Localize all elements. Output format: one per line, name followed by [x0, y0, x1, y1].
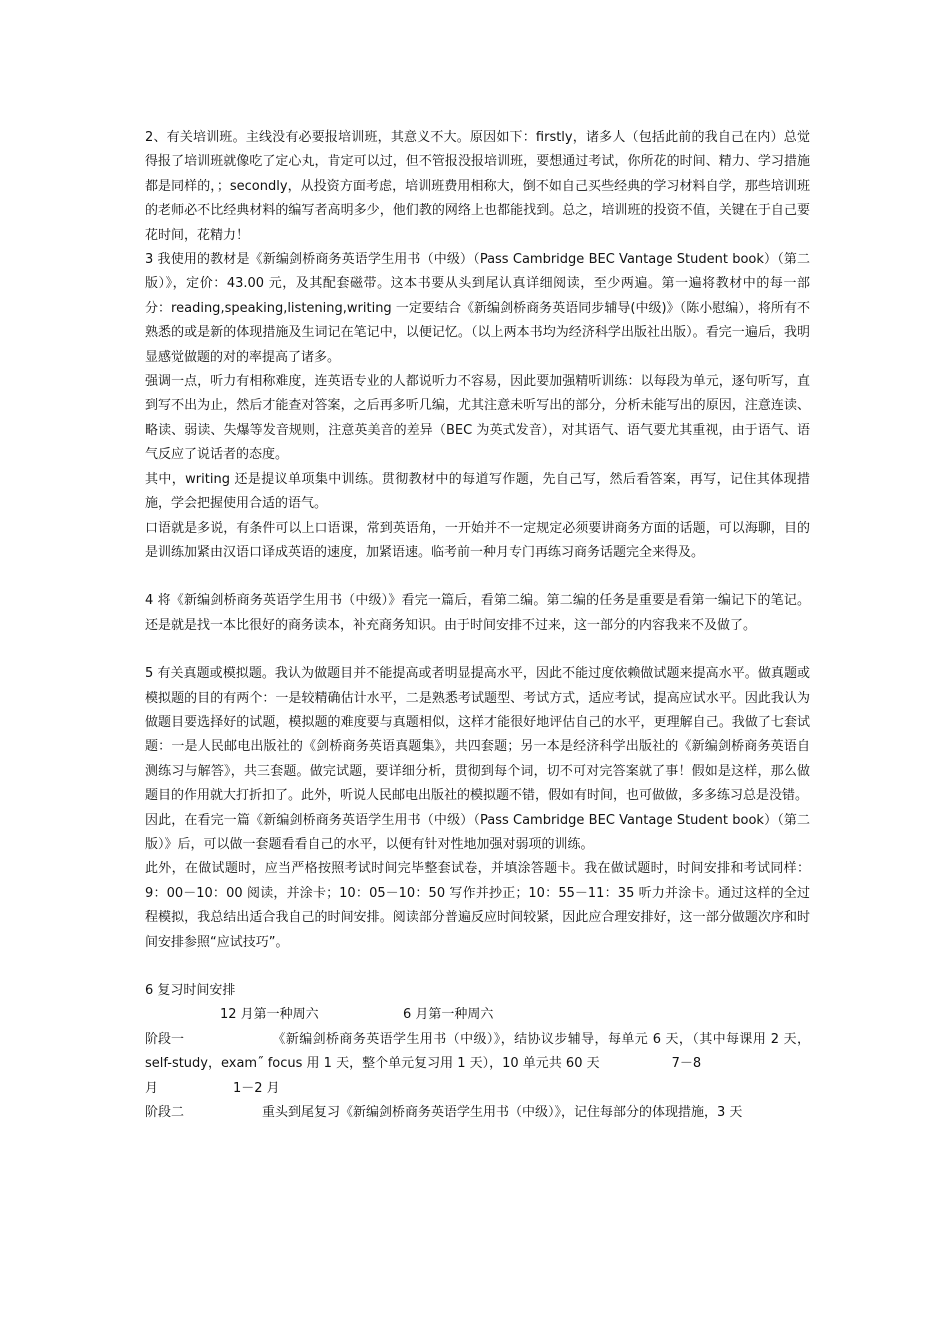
- stage-1-text: 《新编剑桥商务英语学生用书（中级）》，结协议步辅导，每单元 6 天，（其中每课用 2 天，self-study，exam˝ focus 用 1 天，整个单元复习用 1 天），10 单元共 60 天: [145, 1031, 810, 1072]
- stage-1-label: 阶段一: [145, 1031, 185, 1047]
- stage-2-text: 重头到尾复习《新编剑桥商务英语学生用书（中级）》，记住每部分的体现措施，3 天: [262, 1105, 743, 1120]
- document-page: [145, 126, 810, 1125]
- stage-1-range-c: 1－2 月: [233, 1080, 280, 1096]
- blank-line: [145, 638, 810, 662]
- schedule-header: [145, 1003, 810, 1027]
- stage-1-range-line: [145, 1077, 810, 1101]
- stage-1-row: [145, 1028, 810, 1077]
- section-5-paragraph-2: 因此，在看完一篇《新编剑桥商务英语学生用书（中级）（Pass Cambridge BEC Vantage Student book）（第二版）》后，可以做一套题看看自己的水平，以便有针对性地加强对弱项的训练。: [145, 812, 810, 852]
- section-3-paragraph-3: 其中，writing 还是提议单项集中训练。贯彻教材中的每道写作题，先自己写，然后看答案，再写，记住其体现措施，学会把握使用合适的语气。: [145, 471, 810, 512]
- section-6-title: 6 复习时间安排: [145, 983, 236, 998]
- section-3-paragraph-4: 口语就是多说，有条件可以上口语课，常到英语角，一开始并不一定规定必须要讲商务方面的话题，可以海聊，目的是训练加紧由汉语口译成英语的速度，加紧语速。临考前一种月专门再练习商务话题完全来得及。: [145, 520, 810, 560]
- section-5-paragraph-3: 此外，在做试题时，应当严格按照考试时间完毕整套试卷，并填涂答题卡。我在做试题时，时间安排和考试同样：9：00－10：00 阅读，并涂卡；10：05－10：50 写作并抄正；10：55－11：35 听力并涂卡。通过这样的全过程模拟，我总结出适合我自己的时间安排。阅读部分普遍反应时间较紧，因此应合理安排好，这一部分做题次序和时间安排参照“应试技巧”。: [145, 861, 810, 950]
- schedule-end-date: 6 月第一种周六: [403, 1007, 494, 1023]
- blank-line: [145, 955, 810, 979]
- section-3-paragraph-2: 强调一点，听力有相称难度，连英语专业的人都说听力不容易，因此要加强精听训练：以每段为单元，逐句听写，直到写不出为止，然后才能查对答案，之后再多听几编，尤其注意未听写出的部分，分析未能写出的原因，注意连读、略读、弱读、失爆等发音规则，注意英美音的差异（BEC 为英式发音），对其语气、语气要尤其重视，由于语气、语气反应了说话者的态度。: [145, 374, 810, 463]
- blank-line: [145, 565, 810, 589]
- stage-1-range-b: 月: [145, 1080, 159, 1096]
- schedule-start-date: 12 月第一种周六: [220, 1007, 319, 1023]
- stage-1-range-a: 7－8: [671, 1056, 702, 1072]
- stage-2-row: [145, 1101, 810, 1125]
- section-2-paragraph: 2、有关培训班。主线没有必要报培训班，其意义不大。原因如下：firstly，诸多人（包括此前的我自己在内）总觉得报了培训班就像吃了定心丸，肯定可以过，但不管报没报培训班，要想通过考试，你所花的时间、精力、学习措施都是同样的，；secondly，从投资方面考虑，培训班费用相称大，倒不如自己买些经典的学习材料自学，那些培训班的老师必不比经典材料的编写者高明多少，他们教的网络上也都能找到。总之，培训班的投资不值，关键在于自己要花时间，花精力！: [145, 130, 810, 243]
- section-3-paragraph-1: 3 我使用的教材是《新编剑桥商务英语学生用书（中级）（Pass Cambridge BEC Vantage Student book）（第二版）》，定价：43.00 元，及其配套磁带。这本书要从头到尾认真详细阅读，至少两遍。第一遍将教材中的每一部分：reading,speaking,listening,writing 一定要结合《新编剑桥商务英语同步辅导(中级)》（陈小慰编），将所有不熟悉的或是新的体现措施及生词记在笔记中，以便记忆。（以上两本书均为经济科学出版社出版）。看完一遍后，我明显感觉做题的对的率提高了诸多。: [145, 252, 810, 365]
- section-4-paragraph: 4 将《新编剑桥商务英语学生用书（中级）》看完一篇后，看第二编。第二编的任务是重要是看第一编记下的笔记。还是就是找一本比很好的商务读本，补充商务知识。由于时间安排不过来，这一部分的内容我来不及做了。: [145, 593, 810, 633]
- section-5-paragraph-1: 5 有关真题或模拟题。我认为做题目并不能提高或者明显提高水平，因此不能过度依赖做试题来提高水平。做真题或模拟题的目的有两个：一是较精确估计水平，二是熟悉考试题型、考试方式，适应考试，提高应试水平。因此我认为做题目要选择好的试题，模拟题的难度要与真题相似，这样才能很好地评估自己的水平，更理解自己。我做了七套试题：一是人民邮电出版社的《剑桥商务英语真题集》，共四套题；另一本是经济科学出版社的《新编剑桥商务英语自测练习与解答》，共三套题。做完试题，要详细分析，贯彻到每个词，切不可对完答案就了事！假如是这样，那么做题目的作用就大打折扣了。此外，听说人民邮电出版社的模拟题不错，假如有时间，也可做做，多多练习总是没错。: [145, 666, 810, 804]
- stage-2-label: 阶段二: [145, 1105, 185, 1120]
